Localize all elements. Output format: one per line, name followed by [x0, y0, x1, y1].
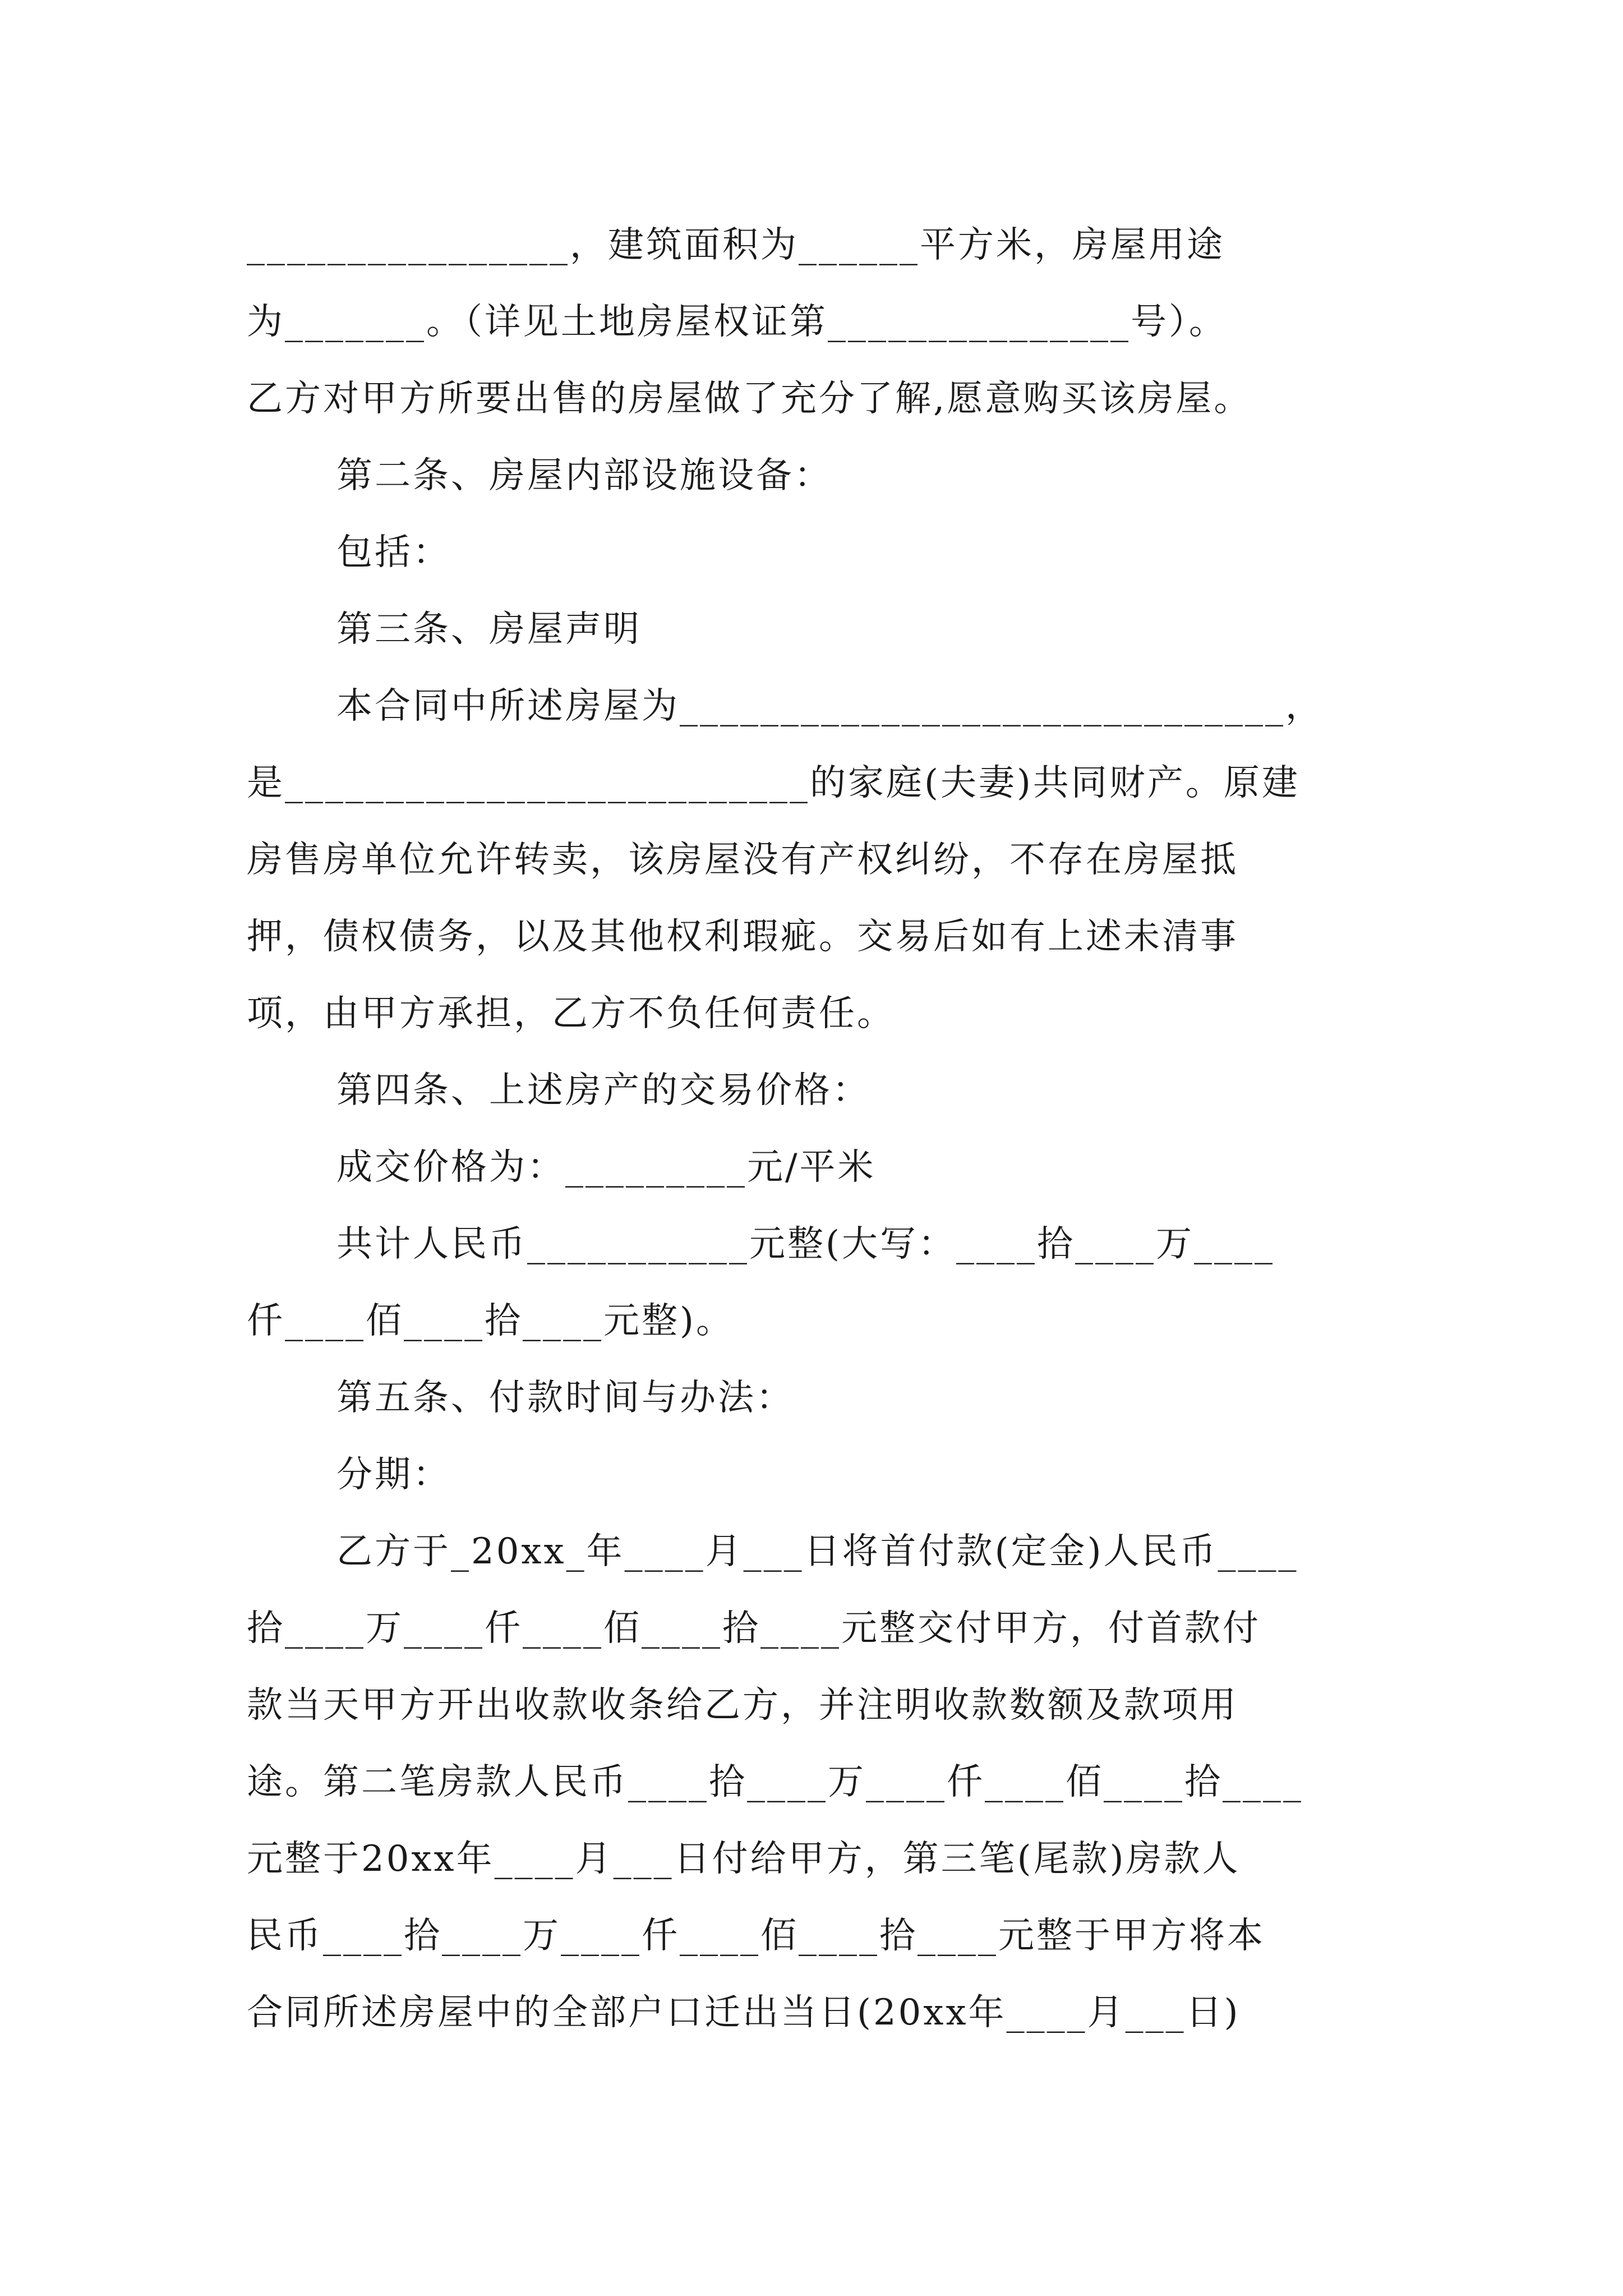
text-line: 房售房单位允许转卖，该房屋没有产权纠纷，不存在房屋抵 [247, 839, 1238, 881]
text-line: 款当天甲方开出收款收条给乙方，并注明收款数额及款项用 [247, 1685, 1238, 1726]
section-heading: 第二条、房屋内部设施设备： [336, 455, 832, 496]
text-line: 合同所述房屋中的全部户口迁出当日(20xx年____月___日) [247, 1992, 1241, 2033]
text-line: 乙方于_20xx_年____月___日将首付款(定金)人民币____ [336, 1531, 1299, 1572]
text-line: 仟____佰____拾____元整)。 [247, 1300, 734, 1342]
text-line: 途。第二笔房款人民币____拾____万____仟____佰____拾____ [247, 1761, 1303, 1803]
section-heading: 第五条、付款时间与办法： [336, 1377, 794, 1419]
text-line: 分期： [336, 1454, 451, 1496]
text-line: 项，由甲方承担，乙方不负任何责任。 [247, 993, 895, 1034]
text-line: 共计人民币___________元整(大写：____拾____万____ [336, 1223, 1275, 1265]
text-line: ________________，建筑面积为______平方米，房屋用途 [247, 224, 1225, 266]
text-line: 拾____万____仟____佰____拾____元整交付甲方，付首款付 [247, 1608, 1261, 1649]
text-line: 押，债权债务，以及其他权利瑕疵。交易后如有上述未清事 [247, 916, 1238, 958]
text-line: 乙方对甲方所要出售的房屋做了充分了解,愿意购买该房屋。 [247, 378, 1252, 420]
text-line: 民币____拾____万____仟____佰____拾____元整于甲方将本 [247, 1915, 1265, 1957]
text-line: 本合同中所述房屋为______________________________， [336, 685, 1324, 727]
text-line: 为_______。（详见土地房屋权证第_______________号）。 [247, 301, 1227, 343]
section-heading: 第四条、上述房产的交易价格： [336, 1070, 870, 1111]
text-line: 是__________________________的家庭(夫妻)共同财产。原建 [247, 762, 1300, 804]
text-line: 包括： [336, 532, 451, 573]
text-line: 成交价格为：_________元/平米 [336, 1147, 876, 1188]
section-heading: 第三条、房屋声明 [336, 609, 642, 650]
text-line: 元整于20xx年____月___日付给甲方，第三笔(尾款)房款人 [247, 1838, 1241, 1880]
